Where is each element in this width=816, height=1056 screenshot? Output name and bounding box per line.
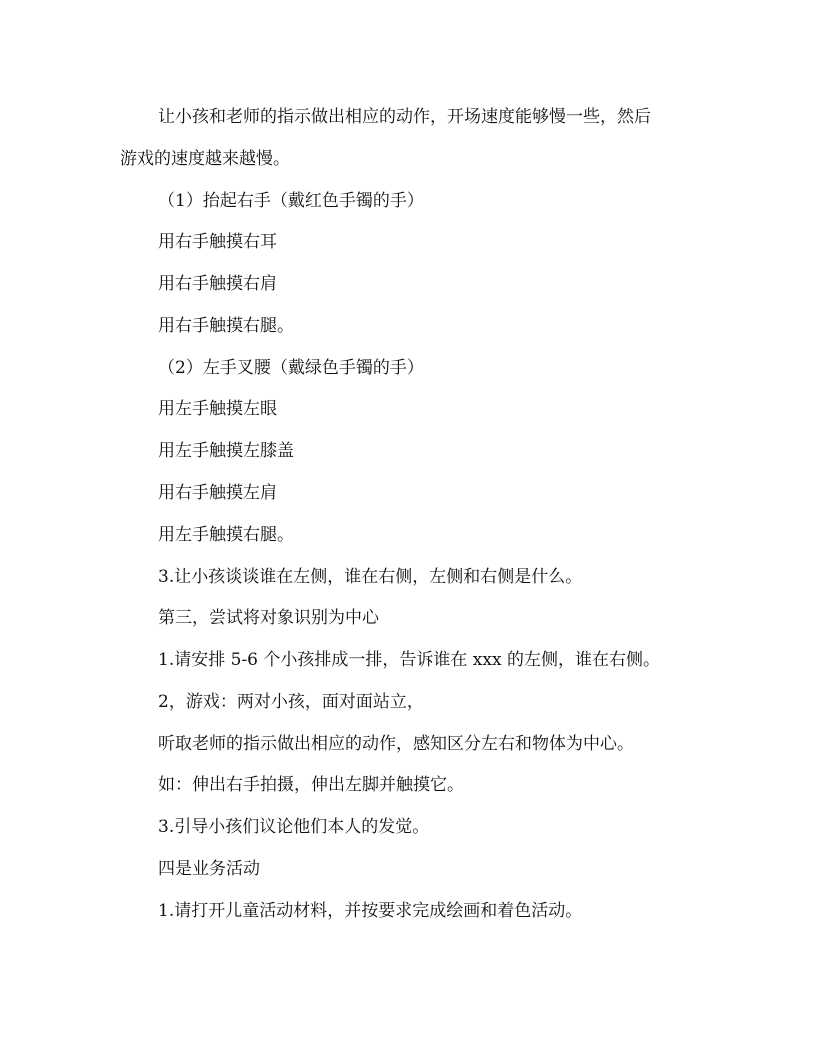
- section-heading: 四是业务活动: [158, 859, 260, 879]
- numbered-item: 3.引导小孩们议论他们本人的发觉。: [158, 817, 430, 837]
- list-item: 用左手触摸左膝盖: [158, 441, 294, 461]
- list-heading: （1）抬起右手（戴红色手镯的手）: [158, 191, 424, 211]
- list-item: 用右手触摸右肩: [158, 274, 277, 294]
- numbered-item: 1.请打开儿童活动材料，并按要求完成绘画和着色活动。: [158, 901, 583, 921]
- numbered-item: 1.请安排 5-6 个小孩排成一排，告诉谁在 xxx 的左侧，谁在右侧。: [158, 650, 660, 670]
- numbered-item: 3.让小孩谈谈谁在左侧，谁在右侧，左侧和右侧是什么。: [158, 567, 583, 587]
- paragraph-line: 让小孩和老师的指示做出相应的动作，开场速度能够慢一些，然后: [158, 107, 651, 127]
- section-heading: 第三，尝试将对象识别为中心: [158, 608, 379, 628]
- list-item: 用右手触摸右腿。: [158, 316, 294, 336]
- paragraph-line: 听取老师的指示做出相应的动作，感知区分左右和物体为中心。: [158, 734, 634, 754]
- list-item: 用左手触摸右腿。: [158, 525, 294, 545]
- list-heading: （2）左手叉腰（戴绿色手镯的手）: [158, 358, 424, 378]
- list-item: 用左手触摸左眼: [158, 399, 277, 419]
- numbered-item: 2，游戏：两对小孩，面对面站立，: [158, 692, 424, 712]
- list-item: 用右手触摸左肩: [158, 483, 277, 503]
- paragraph-line: 如：伸出右手拍摄，伸出左脚并触摸它。: [158, 775, 464, 795]
- list-item: 用右手触摸右耳: [158, 232, 277, 252]
- paragraph-line: 游戏的速度越来越慢。: [120, 149, 290, 169]
